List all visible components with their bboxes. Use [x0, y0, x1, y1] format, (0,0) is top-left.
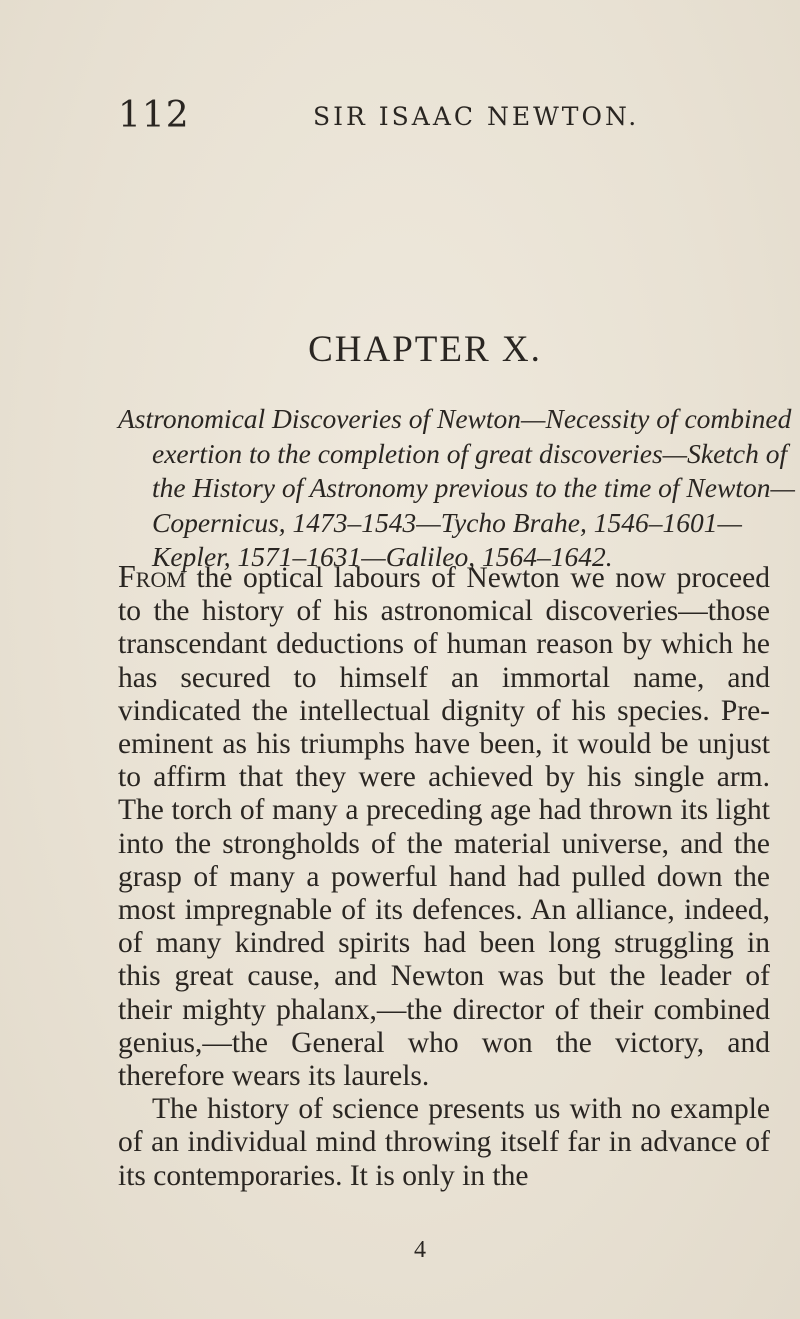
paragraph: The history of science presents us with no example of an individual mind throwing itself far in advance of its contemporaries. It is only in the [118, 1093, 770, 1192]
page-header [118, 94, 738, 138]
page-number: 112 [118, 95, 190, 136]
signature-mark: 4 [414, 1237, 426, 1263]
chapter-title: CHAPTER X. [308, 329, 542, 370]
paragraph-text: the optical labours of Newton we now proceed to the history of his astronomical discoveries—those transcendant deductions of human reason by which he has secured to himself an immortal name, and vindicated the intellectual dignity of his species. Pre-eminent as his triumphs have been, it would be unjust to affirm that they were achieved by his single arm. The torch of many a preceding age had thrown its light into the strongholds of the material universe, and the grasp of many a powerful hand had pulled down the most impregnable of its defences. An alliance, indeed, of many kindred spirits had been long struggling in this great cause, and Newton was but the leader of their mighty phalanx,—the director of their combined genius,—the General who won the victory, and therefore wears its laurels. [118, 562, 770, 1093]
paragraph [118, 560, 770, 1093]
body-text [118, 560, 770, 1193]
paragraph-lead-word: From [118, 558, 186, 594]
chapter-summary: Astronomical Discoveries of Newton—Necessity of combined exertion to the completion of great discoveries—Sketch of the History of Astronomy previous to the time of Newton—Copernicus, 1473–1543—Tycho Brahe, 1546–1601—Kepler, 1571–1631—Galileo, 1564–1642. [118, 403, 795, 572]
running-head: SIR ISAAC NEWTON. [313, 102, 640, 131]
